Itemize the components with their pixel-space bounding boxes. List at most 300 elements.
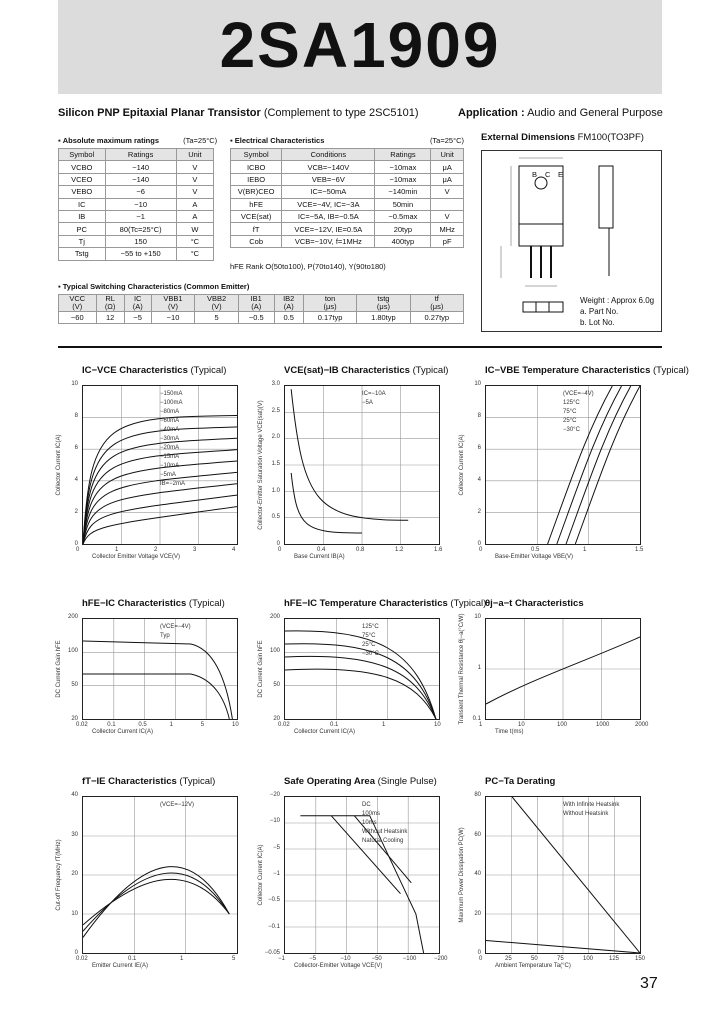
abs-max-cell: −55 to +150 bbox=[105, 248, 176, 260]
pin-b: B bbox=[532, 170, 538, 179]
x-axis-label: Collector-Emitter Voltage VCE(V) bbox=[294, 963, 383, 969]
abs-max-cell: V bbox=[176, 161, 213, 173]
chart-note: (Typical) bbox=[650, 365, 689, 376]
curve-label: −10mA bbox=[160, 463, 180, 469]
switching-cell: 0.5 bbox=[274, 311, 303, 323]
dims-title bbox=[481, 132, 644, 143]
elec-cell: VCE(sat) bbox=[231, 210, 282, 222]
x-tick-label: 5 bbox=[232, 956, 236, 962]
curve-label: (VCE=−4V) bbox=[563, 391, 594, 397]
switching-header: VCC (V) bbox=[59, 295, 97, 312]
abs-max-header: Symbol bbox=[59, 149, 106, 161]
x-tick-label: 100 bbox=[557, 722, 568, 728]
curve-label: IC=−10A bbox=[362, 391, 386, 397]
x-tick-label: 10 bbox=[518, 722, 525, 728]
y-tick-label: 40 bbox=[71, 792, 78, 798]
chart-title bbox=[485, 776, 555, 787]
application-label: Application : bbox=[458, 107, 525, 119]
switching-header: RL (Ω) bbox=[96, 295, 124, 312]
abs-max-cell: Tj bbox=[59, 235, 106, 247]
abs-max-cell: IC bbox=[59, 198, 106, 210]
curve bbox=[291, 473, 362, 533]
chart-title-text: VCE(sat)−IB Characteristics bbox=[284, 365, 410, 376]
elec-header: Conditions bbox=[282, 149, 375, 161]
abs-max-cell: V bbox=[176, 186, 213, 198]
x-tick-label: 1 bbox=[115, 547, 119, 553]
x-tick-label: 1 bbox=[180, 956, 184, 962]
switching-table bbox=[58, 294, 464, 324]
x-axis-label: Collector Emitter Voltage VCE(V) bbox=[92, 554, 181, 560]
abs-max-cell: V bbox=[176, 173, 213, 185]
x-tick-label: 0.1 bbox=[128, 956, 137, 962]
x-tick-label: 150 bbox=[635, 956, 646, 962]
switching-cell: −5 bbox=[124, 311, 151, 323]
x-tick-label: 0 bbox=[278, 547, 282, 553]
part-no-note: a. Part No. bbox=[580, 307, 619, 316]
elec-header: Unit bbox=[431, 149, 464, 161]
switching-header: tstg (μs) bbox=[357, 295, 410, 312]
x-tick-label: 2000 bbox=[635, 722, 649, 728]
elec-cell: −0.5max bbox=[375, 210, 431, 222]
abs-max-cell: A bbox=[176, 198, 213, 210]
x-tick-label: 0.02 bbox=[278, 722, 290, 728]
y-axis-label: DC Current Gain hFE bbox=[56, 640, 62, 698]
switching-header: tf (μs) bbox=[410, 295, 463, 312]
y-tick-label: −0.05 bbox=[264, 950, 280, 956]
chart-svg bbox=[285, 386, 439, 544]
curve-label: 25°C bbox=[362, 642, 376, 648]
y-tick-label: 10 bbox=[71, 381, 78, 387]
x-tick-label: 0.5 bbox=[138, 722, 147, 728]
curve-label: Without Heatsink bbox=[563, 811, 609, 817]
elec-title: ▪ Electrical Characteristics (Ta=25°C) bbox=[230, 136, 464, 145]
y-tick-label: −0.1 bbox=[268, 923, 280, 930]
curve-label: With Infinite Heatsink bbox=[563, 802, 620, 808]
abs-max-header: Unit bbox=[176, 149, 213, 161]
y-tick-label: 4 bbox=[477, 477, 481, 483]
pin-c: C bbox=[545, 170, 551, 179]
abs-max-cell: °C bbox=[176, 235, 213, 247]
y-tick-label: −10 bbox=[269, 818, 280, 825]
subtitle-main: Silicon PNP Epitaxial Planar Transistor bbox=[58, 107, 261, 119]
curve bbox=[83, 873, 229, 931]
abs-max-cell: W bbox=[176, 223, 213, 235]
y-axis-label: Collector Current IC(A) bbox=[459, 434, 465, 496]
x-tick-label: 75 bbox=[557, 956, 564, 962]
elec-cell: hFE bbox=[231, 198, 282, 210]
chart-title bbox=[284, 598, 486, 609]
elec-cell: IEBO bbox=[231, 173, 282, 185]
abs-max-cell: −140 bbox=[105, 161, 176, 173]
x-axis-label: Time t(ms) bbox=[495, 729, 524, 735]
x-tick-label: 0.4 bbox=[317, 547, 326, 553]
curve-label: 25°C bbox=[563, 418, 577, 424]
x-tick-label: 1 bbox=[479, 722, 483, 728]
curve-label: −80mA bbox=[160, 409, 180, 415]
elec-cell: 20typ bbox=[375, 223, 431, 235]
y-tick-label: 1 bbox=[477, 665, 481, 671]
curve-label: 10ms bbox=[362, 820, 377, 826]
x-tick-label: 2 bbox=[154, 547, 158, 553]
elec-cell: V bbox=[431, 186, 464, 198]
curve-label: −60mA bbox=[160, 418, 180, 424]
elec-row bbox=[231, 186, 464, 198]
y-tick-label: 10 bbox=[71, 910, 78, 917]
elec-cell: VCE=−4V, IC=−3A bbox=[282, 198, 375, 210]
curve-label: −5A bbox=[362, 400, 373, 406]
y-tick-label: 0.1 bbox=[472, 716, 481, 722]
elec-cell: μA bbox=[431, 173, 464, 185]
chart-note: (Typical) bbox=[176, 776, 216, 787]
x-tick-label: −200 bbox=[434, 956, 448, 962]
curve bbox=[300, 816, 423, 953]
y-axis-label: Cut-off Frequency fT(MHz) bbox=[56, 839, 62, 911]
chart-svg bbox=[83, 797, 237, 953]
switching-cell: 5 bbox=[195, 311, 239, 323]
curve-label: −30°C bbox=[563, 427, 580, 433]
switching-header: IB1 (A) bbox=[238, 295, 274, 312]
switching-title-text: Typical Switching Characteristics (Common Emitter) bbox=[62, 282, 250, 291]
abs-max-cell: A bbox=[176, 210, 213, 222]
y-tick-label: 20 bbox=[71, 716, 78, 722]
y-tick-label: 0 bbox=[477, 950, 481, 956]
switching-header: ton (μs) bbox=[303, 295, 356, 312]
curve-label: 125°C bbox=[362, 624, 379, 630]
abs-max-row bbox=[59, 173, 214, 185]
curve-label: IB=−2mA bbox=[160, 481, 186, 487]
elec-cell: −10max bbox=[375, 161, 431, 173]
elec-header: Symbol bbox=[231, 149, 282, 161]
x-tick-label: 1.6 bbox=[434, 547, 443, 553]
switching-row bbox=[59, 311, 464, 323]
y-tick-label: 60 bbox=[474, 831, 481, 838]
chart-title bbox=[82, 365, 226, 376]
y-tick-label: 0 bbox=[74, 541, 78, 547]
x-tick-label: 0.1 bbox=[330, 722, 339, 728]
x-tick-label: −10 bbox=[340, 956, 351, 962]
y-tick-label: 40 bbox=[474, 871, 481, 877]
dims-title-text: External Dimensions bbox=[481, 132, 575, 143]
abs-max-row bbox=[59, 248, 214, 260]
abs-max-cell: VCEO bbox=[59, 173, 106, 185]
elec-cell: V bbox=[431, 210, 464, 222]
elec-row bbox=[231, 161, 464, 173]
elec-cell: Cob bbox=[231, 235, 282, 247]
x-tick-label: 0.8 bbox=[356, 547, 365, 553]
y-tick-label: 20 bbox=[71, 871, 78, 877]
y-tick-label: 8 bbox=[477, 413, 481, 419]
part-number: 2SA1909 bbox=[219, 9, 501, 81]
application bbox=[458, 107, 663, 119]
x-tick-label: 125 bbox=[609, 956, 620, 962]
elec-row bbox=[231, 210, 464, 222]
abs-max-cell: VCBO bbox=[59, 161, 106, 173]
curve-label: Natural Cooling bbox=[362, 838, 404, 844]
abs-max-table bbox=[58, 148, 214, 261]
abs-max-cell: −140 bbox=[105, 173, 176, 185]
switching-header: VBB1 (V) bbox=[151, 295, 195, 312]
y-tick-label: 0 bbox=[74, 950, 78, 956]
elec-row bbox=[231, 198, 464, 210]
abs-max-row bbox=[59, 210, 214, 222]
chart-title-text: PC−Ta Derating bbox=[485, 776, 556, 787]
abs-max-cell: −1 bbox=[105, 210, 176, 222]
curve-label: 75°C bbox=[362, 633, 376, 639]
subtitle-complement: (Complement to type 2SC5101) bbox=[263, 107, 419, 119]
y-tick-label: 10 bbox=[474, 614, 481, 620]
y-tick-label: 8 bbox=[74, 413, 78, 419]
curve-label: −30mA bbox=[160, 436, 180, 442]
abs-max-title-text: Absolute maximum ratings bbox=[62, 136, 160, 145]
elec-cell: MHz bbox=[431, 223, 464, 235]
elec-table bbox=[230, 148, 464, 248]
curve-label: −150mA bbox=[160, 391, 183, 397]
y-tick-label: 100 bbox=[269, 648, 280, 654]
y-tick-label: 6 bbox=[477, 445, 481, 451]
y-tick-label: 6 bbox=[74, 445, 78, 451]
elec-cell: IC=−5A, IB=−0.5A bbox=[282, 210, 375, 222]
chart-note: (Typical) bbox=[186, 598, 225, 609]
abs-max-row bbox=[59, 223, 214, 235]
x-tick-label: 25 bbox=[505, 956, 512, 962]
lot-no-note: b. Lot No. bbox=[580, 318, 615, 327]
abs-max-cond: (Ta=25°C) bbox=[183, 136, 218, 145]
chart-plot bbox=[485, 796, 641, 954]
y-axis-label: Collector Current IC(A) bbox=[258, 844, 264, 906]
x-tick-label: −5 bbox=[309, 956, 317, 962]
curve bbox=[285, 644, 436, 719]
y-tick-label: −0.5 bbox=[268, 897, 280, 904]
x-tick-label: 5 bbox=[200, 722, 205, 728]
elec-cell: −140min bbox=[375, 186, 431, 198]
x-axis-label: Ambient Temperature Ta(°C) bbox=[495, 963, 571, 969]
x-tick-label: 1 bbox=[583, 547, 587, 553]
curve-label: −5mA bbox=[160, 472, 176, 478]
elec-cond: (Ta=25°C) bbox=[429, 136, 464, 145]
x-tick-label: 0.02 bbox=[76, 722, 88, 728]
y-tick-label: 0 bbox=[477, 541, 481, 547]
x-tick-label: 1.5 bbox=[635, 547, 644, 553]
chart-title bbox=[284, 365, 448, 376]
curve-label: Without Heatsink bbox=[362, 829, 408, 835]
abs-max-cell: IB bbox=[59, 210, 106, 222]
switching-cell: 0.17typ bbox=[303, 311, 356, 323]
switching-header: IB2 (A) bbox=[274, 295, 303, 312]
y-tick-label: 0.5 bbox=[271, 514, 280, 521]
chart-title-text: Safe Operating Area bbox=[284, 776, 375, 787]
switching-cell: −60 bbox=[59, 311, 97, 323]
curve bbox=[575, 386, 640, 544]
x-axis-label: Base Current IB(A) bbox=[294, 554, 345, 560]
abs-max-cell: VEBO bbox=[59, 186, 106, 198]
curve-label: (VCE=−4V) bbox=[160, 624, 191, 630]
chart-plot bbox=[485, 618, 641, 720]
abs-max-cell: PC bbox=[59, 223, 106, 235]
elec-cell: 400typ bbox=[375, 235, 431, 247]
x-tick-label: 4 bbox=[232, 547, 236, 553]
abs-max-cell: 80(Tc=25°C) bbox=[105, 223, 176, 235]
chart-title-text: hFE−IC Temperature Characteristics bbox=[284, 598, 448, 609]
elec-cell: VCB=−10V, f=1MHz bbox=[282, 235, 375, 247]
chart-note: (Typical) bbox=[447, 598, 487, 609]
curve-label: 125°C bbox=[563, 400, 580, 406]
chart-plot bbox=[284, 385, 440, 545]
x-axis-label: Emitter Current IE(A) bbox=[92, 963, 149, 969]
switching-header: IC (A) bbox=[124, 295, 151, 312]
switching-cell: −10 bbox=[151, 311, 195, 323]
y-tick-label: 20 bbox=[474, 910, 481, 917]
x-axis-label: Base-Emitter Voltage VBE(V) bbox=[495, 554, 574, 560]
chart-svg bbox=[486, 619, 640, 719]
elec-cell bbox=[431, 198, 464, 210]
switching-title: ▪ Typical Switching Characteristics (Common Emitter) bbox=[58, 282, 250, 291]
y-tick-label: 2.5 bbox=[271, 407, 280, 414]
y-tick-label: 200 bbox=[67, 614, 78, 620]
curve bbox=[331, 816, 400, 894]
abs-max-row bbox=[59, 161, 214, 173]
curve bbox=[285, 656, 436, 719]
chart-title bbox=[485, 598, 584, 609]
curve bbox=[83, 674, 229, 719]
y-axis-label: DC Current Gain hFE bbox=[258, 640, 264, 698]
curve bbox=[548, 386, 613, 544]
y-tick-label: 2 bbox=[477, 509, 481, 515]
x-tick-label: 3 bbox=[193, 547, 197, 553]
x-tick-label: 0 bbox=[76, 547, 80, 553]
curve-label: −15mA bbox=[160, 454, 180, 460]
abs-max-row bbox=[59, 235, 214, 247]
elec-row bbox=[231, 173, 464, 185]
abs-max-title: ▪ Absolute maximum ratings (Ta=25°C) bbox=[58, 136, 218, 145]
elec-cell: 50min bbox=[375, 198, 431, 210]
elec-cell: VCE=−12V, IE=0.5A bbox=[282, 223, 375, 235]
chart-note: (Typical) bbox=[187, 365, 227, 376]
elec-row bbox=[231, 235, 464, 247]
y-tick-label: 10 bbox=[474, 381, 481, 387]
x-tick-label: −50 bbox=[371, 956, 382, 962]
curve-label: DC bbox=[362, 802, 371, 808]
elec-title-text: Electrical Characteristics bbox=[234, 136, 325, 145]
chart-title bbox=[82, 598, 225, 609]
abs-max-header: Ratings bbox=[105, 149, 176, 161]
x-axis-label: Collector Current IC(A) bbox=[294, 729, 356, 735]
subtitle bbox=[58, 107, 419, 119]
curve bbox=[83, 867, 229, 938]
switching-cell: 1.80typ bbox=[357, 311, 410, 323]
y-tick-label: 100 bbox=[67, 648, 78, 654]
y-tick-label: 80 bbox=[474, 792, 481, 798]
y-tick-label: 3.0 bbox=[271, 381, 280, 387]
abs-max-cell: 150 bbox=[105, 235, 176, 247]
curve-label: −20mA bbox=[160, 445, 180, 451]
x-axis-label: Collector Current IC(A) bbox=[92, 729, 154, 735]
chart-note: (Typical) bbox=[409, 365, 449, 376]
elec-cell: ICBO bbox=[231, 161, 282, 173]
elec-row bbox=[231, 223, 464, 235]
pin-e: E bbox=[558, 170, 564, 179]
x-tick-label: −1 bbox=[278, 956, 285, 962]
curve-label: Typ bbox=[160, 633, 170, 639]
y-tick-label: −1 bbox=[273, 871, 280, 877]
x-tick-label: 1000 bbox=[596, 722, 610, 728]
curve-label: 100ms bbox=[362, 811, 381, 817]
elec-cell: V(BR)CEO bbox=[231, 186, 282, 198]
x-tick-label: 10 bbox=[232, 722, 239, 728]
x-tick-label: 0 bbox=[479, 956, 483, 962]
elec-cell: fT bbox=[231, 223, 282, 235]
abs-max-cell: Tstg bbox=[59, 248, 106, 260]
application-value: Audio and General Purpose bbox=[527, 107, 663, 119]
x-tick-label: 50 bbox=[531, 956, 538, 962]
y-axis-label: Collector Current IC(A) bbox=[56, 434, 62, 496]
switching-header: VBB2 (V) bbox=[195, 295, 239, 312]
curve bbox=[291, 389, 408, 520]
chart-title-text: θj−a−t Characteristics bbox=[485, 598, 584, 609]
curve-label: 75°C bbox=[563, 409, 577, 415]
y-tick-label: −20 bbox=[269, 792, 280, 798]
abs-max-row bbox=[59, 186, 214, 198]
x-tick-label: 1 bbox=[382, 722, 386, 728]
elec-cell: VCB=−140V bbox=[282, 161, 375, 173]
chart-title bbox=[284, 776, 437, 787]
y-tick-label: 1.5 bbox=[271, 461, 280, 467]
switching-cell: −0.5 bbox=[238, 311, 274, 323]
curve-label: −100mA bbox=[160, 400, 183, 406]
y-axis-label: Maximum Power Dissipation PC(W) bbox=[459, 827, 465, 923]
chart-title bbox=[82, 776, 215, 787]
curve bbox=[83, 641, 232, 719]
divider bbox=[58, 346, 662, 348]
elec-cell: pF bbox=[431, 235, 464, 247]
x-tick-label: 0 bbox=[479, 547, 483, 553]
chart-plot bbox=[82, 796, 238, 954]
elec-cell: μA bbox=[431, 161, 464, 173]
x-tick-label: 0.1 bbox=[107, 722, 116, 728]
y-tick-label: 20 bbox=[273, 716, 280, 722]
page-number: 37 bbox=[640, 975, 658, 992]
abs-max-cell: −10 bbox=[105, 198, 176, 210]
curve bbox=[83, 879, 229, 925]
y-tick-label: 0 bbox=[276, 541, 280, 547]
elec-header: Ratings bbox=[375, 149, 431, 161]
y-tick-label: 30 bbox=[71, 831, 78, 838]
y-tick-label: 50 bbox=[71, 682, 78, 688]
y-tick-label: 50 bbox=[273, 682, 280, 688]
y-tick-label: 1.0 bbox=[271, 487, 280, 494]
x-tick-label: 100 bbox=[583, 956, 594, 962]
chart-title-text: hFE−IC Characteristics bbox=[82, 598, 187, 609]
curve-label: −40mA bbox=[160, 427, 180, 433]
y-axis-label: Transient Thermal Resistance θj−a(°C/W) bbox=[459, 613, 465, 725]
y-tick-label: 2 bbox=[74, 509, 78, 515]
curve-label: (VCE=−12V) bbox=[160, 802, 195, 808]
y-tick-label: −5 bbox=[273, 844, 280, 851]
x-tick-label: 0.02 bbox=[76, 956, 88, 962]
y-tick-label: 4 bbox=[74, 477, 78, 483]
elec-cell: IC=−50mA bbox=[282, 186, 375, 198]
elec-cell: VEB=−6V bbox=[282, 173, 375, 185]
y-axis-label: Collector-Emitter Saturation Voltage VCE(sat)(V) bbox=[258, 400, 264, 530]
x-tick-label: 1.2 bbox=[395, 547, 404, 553]
elec-cell: −10max bbox=[375, 173, 431, 185]
chart-note: (Single Pulse) bbox=[374, 776, 437, 787]
x-tick-label: −100 bbox=[402, 956, 417, 962]
chart-title-text: IC−VBE Temperature Characteristics bbox=[485, 365, 651, 376]
switching-cell: 12 bbox=[96, 311, 124, 323]
x-tick-label: 0.5 bbox=[531, 547, 540, 553]
hfe-rank: hFE Rank O(50to100), P(70to140), Y(90to180) bbox=[230, 262, 386, 271]
y-tick-label: 200 bbox=[269, 614, 280, 620]
